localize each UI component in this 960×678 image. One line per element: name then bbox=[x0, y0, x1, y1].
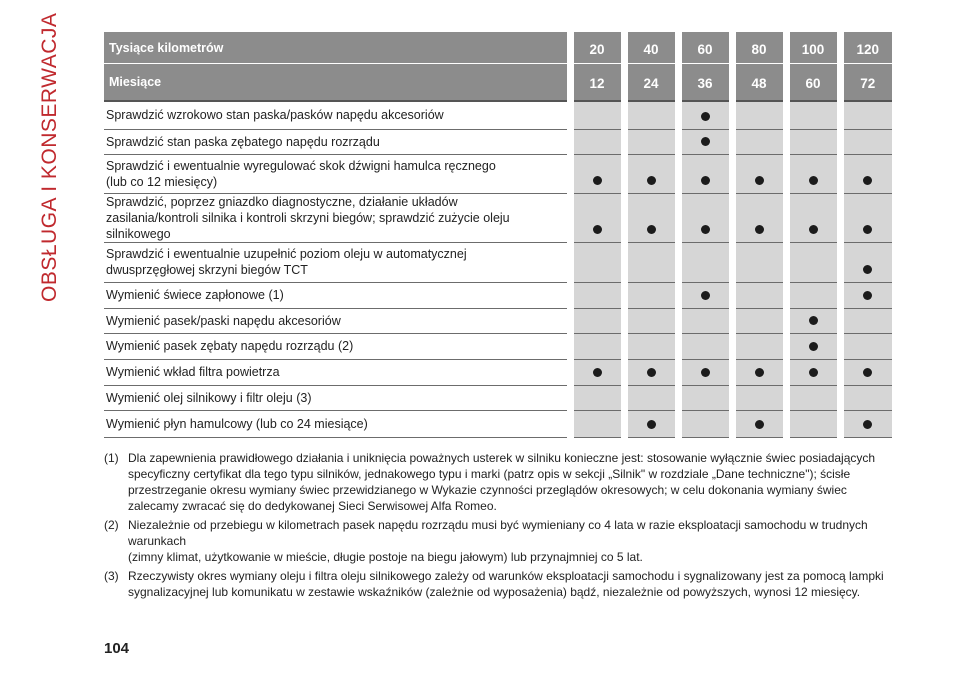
required-dot-icon bbox=[647, 420, 656, 429]
required-dot-icon bbox=[647, 368, 656, 377]
interval-cell bbox=[732, 101, 786, 129]
footnote bbox=[104, 517, 894, 565]
interval-cell bbox=[678, 129, 732, 154]
interval-cell bbox=[732, 193, 786, 242]
interval-cell bbox=[624, 359, 678, 385]
task-description-line: Sprawdzić i ewentualnie uzupełnić poziom oleju w automatycznej bbox=[106, 247, 467, 261]
interval-cell bbox=[840, 333, 892, 359]
footnote-line: Rzeczywisty okres wymiany oleju i filtra oleju silnikowego zależy od warunków eksploatacji samochodu i sygnalizowany jest za pomocą lampki sygnalizacyjnej lub komunikatu w zestawie wskaźników (zależnie od wyposażenia) bądź, niezależnie od powyższych, wynosi 12 miesięcy. bbox=[128, 569, 884, 599]
km-label: Tysiące kilometrów bbox=[104, 32, 570, 64]
interval-cell bbox=[570, 282, 624, 308]
interval-cell bbox=[570, 242, 624, 282]
interval-cell bbox=[732, 333, 786, 359]
interval-cell bbox=[786, 193, 840, 242]
interval-cell bbox=[786, 129, 840, 154]
interval-cell bbox=[786, 101, 840, 129]
footnote-text bbox=[128, 517, 894, 565]
interval-cell bbox=[786, 242, 840, 282]
interval-cell bbox=[624, 333, 678, 359]
interval-cell bbox=[840, 129, 892, 154]
required-dot-icon bbox=[809, 368, 818, 377]
task-description bbox=[104, 193, 570, 242]
required-dot-icon bbox=[809, 176, 818, 185]
footnote-line: Niezależnie od przebiegu w kilometrach pasek napędu rozrządu musi być wymieniany co 4 lata w razie eksploatacji samochodu w trudnych warunkach bbox=[128, 518, 868, 548]
required-dot-icon bbox=[809, 316, 818, 325]
required-dot-icon bbox=[701, 112, 710, 121]
interval-cell bbox=[732, 359, 786, 385]
task-description bbox=[104, 410, 570, 437]
task-description bbox=[104, 154, 570, 193]
footnote-line: Dla zapewnienia prawidłowego działania i uniknięcia poważnych usterek w silniku konieczne jest: stosowanie wyłącznie świec posiadających specyficzny certyfikat dla tego typu silników, jednakowego typu i marki (patrz opis w sekcji „Silnik" w rozdziale „Dane techniczne"); ścisłe przestrzeganie okresu wymiany świec przewidzianego w Wykazie czynności przeglądów okresowych; w celu dokonania wymiany świec zalecamy zwracać się do dedykowanej Sieci Serwisowej Alfa Romeo. bbox=[128, 451, 876, 513]
interval-cell bbox=[840, 385, 892, 410]
task-description bbox=[104, 333, 570, 359]
required-dot-icon bbox=[593, 176, 602, 185]
interval-cell bbox=[624, 154, 678, 193]
required-dot-icon bbox=[809, 342, 818, 351]
interval-cell bbox=[840, 242, 892, 282]
interval-cell bbox=[732, 154, 786, 193]
interval-cell bbox=[624, 193, 678, 242]
required-dot-icon bbox=[863, 368, 872, 377]
task-description-line: Sprawdzić i ewentualnie wyregulować skok dźwigni hamulca ręcznego bbox=[106, 158, 496, 173]
table-row bbox=[104, 242, 892, 282]
interval-cell bbox=[678, 410, 732, 437]
section-side-title bbox=[38, 12, 84, 320]
task-description-line: zasilania/kontroli silnika i kontroli skrzyni biegów; sprawdzić zużycie oleju silnikowego bbox=[106, 210, 510, 241]
interval-cell bbox=[840, 101, 892, 129]
required-dot-icon bbox=[701, 137, 710, 146]
header-row-km bbox=[104, 32, 892, 64]
interval-cell bbox=[624, 282, 678, 308]
task-description bbox=[104, 129, 570, 154]
table-row bbox=[104, 129, 892, 154]
footnote-line: (zimny klimat, użytkowanie w mieście, długie postoje na biegu jałowym) lub przynajmniej co 5 lat. bbox=[128, 550, 643, 564]
footnote bbox=[104, 568, 894, 600]
interval-cell bbox=[840, 193, 892, 242]
interval-cell bbox=[786, 359, 840, 385]
interval-cell bbox=[570, 154, 624, 193]
required-dot-icon bbox=[593, 225, 602, 234]
interval-cell bbox=[786, 385, 840, 410]
required-dot-icon bbox=[863, 176, 872, 185]
interval-cell bbox=[678, 308, 732, 333]
table-row bbox=[104, 282, 892, 308]
interval-cell bbox=[678, 333, 732, 359]
month-value: 60 bbox=[786, 64, 840, 102]
required-dot-icon bbox=[755, 176, 764, 185]
required-dot-icon bbox=[863, 291, 872, 300]
required-dot-icon bbox=[755, 225, 764, 234]
required-dot-icon bbox=[701, 368, 710, 377]
required-dot-icon bbox=[863, 420, 872, 429]
interval-cell bbox=[570, 193, 624, 242]
footnote bbox=[104, 450, 894, 514]
task-description-line: Sprawdzić stan paska zębatego napędu rozrządu bbox=[106, 134, 380, 149]
table-row bbox=[104, 359, 892, 385]
interval-cell bbox=[624, 242, 678, 282]
header-row-months bbox=[104, 64, 892, 102]
interval-cell bbox=[570, 308, 624, 333]
task-description bbox=[104, 385, 570, 410]
interval-cell bbox=[624, 410, 678, 437]
task-description bbox=[104, 359, 570, 385]
required-dot-icon bbox=[701, 291, 710, 300]
interval-cell bbox=[786, 333, 840, 359]
task-description-line: (lub co 12 miesięcy) bbox=[106, 174, 218, 189]
task-description-line: Wymienić płyn hamulcowy (lub co 24 miesiące) bbox=[106, 416, 368, 431]
interval-cell bbox=[678, 193, 732, 242]
interval-cell bbox=[786, 282, 840, 308]
interval-cell bbox=[732, 410, 786, 437]
table-row bbox=[104, 385, 892, 410]
task-description bbox=[104, 242, 570, 282]
table-row bbox=[104, 101, 892, 129]
interval-cell bbox=[570, 101, 624, 129]
table-row bbox=[104, 410, 892, 437]
task-description-line: Wymienić wkład filtra powietrza bbox=[106, 365, 280, 379]
interval-cell bbox=[840, 308, 892, 333]
footnote-text bbox=[128, 450, 894, 514]
interval-cell bbox=[732, 385, 786, 410]
km-value: 20 bbox=[570, 32, 624, 64]
month-value: 72 bbox=[840, 64, 892, 102]
interval-cell bbox=[678, 282, 732, 308]
task-description bbox=[104, 308, 570, 333]
interval-cell bbox=[678, 359, 732, 385]
interval-cell bbox=[624, 385, 678, 410]
interval-cell bbox=[840, 154, 892, 193]
required-dot-icon bbox=[863, 225, 872, 234]
month-value: 12 bbox=[570, 64, 624, 102]
interval-cell bbox=[624, 308, 678, 333]
footnote-marker: (1) bbox=[104, 451, 119, 465]
km-value: 80 bbox=[732, 32, 786, 64]
table-row bbox=[104, 333, 892, 359]
month-value: 24 bbox=[624, 64, 678, 102]
interval-cell bbox=[786, 308, 840, 333]
month-value: 48 bbox=[732, 64, 786, 102]
interval-cell bbox=[570, 359, 624, 385]
km-value: 120 bbox=[840, 32, 892, 64]
required-dot-icon bbox=[647, 225, 656, 234]
interval-cell bbox=[678, 242, 732, 282]
table-row bbox=[104, 154, 892, 193]
task-description-line: Wymienić olej silnikowy i filtr oleju (3) bbox=[106, 390, 312, 405]
interval-cell bbox=[570, 410, 624, 437]
interval-cell bbox=[624, 101, 678, 129]
months-label: Miesiące bbox=[104, 64, 570, 102]
footnote-text bbox=[128, 568, 894, 600]
interval-cell bbox=[732, 242, 786, 282]
schedule-rows bbox=[104, 101, 892, 437]
interval-cell bbox=[840, 359, 892, 385]
interval-cell bbox=[786, 154, 840, 193]
section-side-title-text: OBSŁUGA I KONSERWACJA bbox=[38, 12, 61, 302]
required-dot-icon bbox=[863, 265, 872, 274]
task-description bbox=[104, 282, 570, 308]
interval-cell bbox=[732, 308, 786, 333]
interval-cell bbox=[840, 410, 892, 437]
month-value: 36 bbox=[678, 64, 732, 102]
required-dot-icon bbox=[755, 368, 764, 377]
footnote-marker: (3) bbox=[104, 569, 119, 583]
interval-cell bbox=[570, 333, 624, 359]
table-row bbox=[104, 308, 892, 333]
task-description-line: Wymienić pasek zębaty napędu rozrządu (2) bbox=[106, 339, 354, 353]
km-value: 60 bbox=[678, 32, 732, 64]
table-row bbox=[104, 193, 892, 242]
interval-cell bbox=[732, 282, 786, 308]
interval-cell bbox=[732, 129, 786, 154]
interval-cell bbox=[678, 154, 732, 193]
required-dot-icon bbox=[701, 225, 710, 234]
interval-cell bbox=[678, 385, 732, 410]
maintenance-schedule-table bbox=[104, 32, 892, 438]
required-dot-icon bbox=[809, 225, 818, 234]
required-dot-icon bbox=[755, 420, 764, 429]
required-dot-icon bbox=[701, 176, 710, 185]
footnotes bbox=[104, 450, 894, 603]
required-dot-icon bbox=[593, 368, 602, 377]
interval-cell bbox=[570, 385, 624, 410]
footnote-marker: (2) bbox=[104, 518, 119, 532]
task-description-line: Sprawdzić, poprzez gniazdko diagnostyczne, działanie układów bbox=[106, 194, 458, 209]
interval-cell bbox=[786, 410, 840, 437]
page-number: 104 bbox=[104, 640, 130, 657]
interval-cell bbox=[840, 282, 892, 308]
task-description-line: Wymienić pasek/paski napędu akcesoriów bbox=[106, 313, 341, 328]
required-dot-icon bbox=[647, 176, 656, 185]
km-value: 40 bbox=[624, 32, 678, 64]
interval-cell bbox=[570, 129, 624, 154]
task-description bbox=[104, 101, 570, 129]
interval-cell bbox=[624, 129, 678, 154]
task-description-line: Sprawdzić wzrokowo stan paska/pasków napędu akcesoriów bbox=[106, 108, 444, 123]
task-description-line: Wymienić świece zapłonowe (1) bbox=[106, 288, 284, 302]
task-description-line: dwusprzęgłowej skrzyni biegów TCT bbox=[106, 263, 308, 277]
interval-cell bbox=[678, 101, 732, 129]
km-value: 100 bbox=[786, 32, 840, 64]
